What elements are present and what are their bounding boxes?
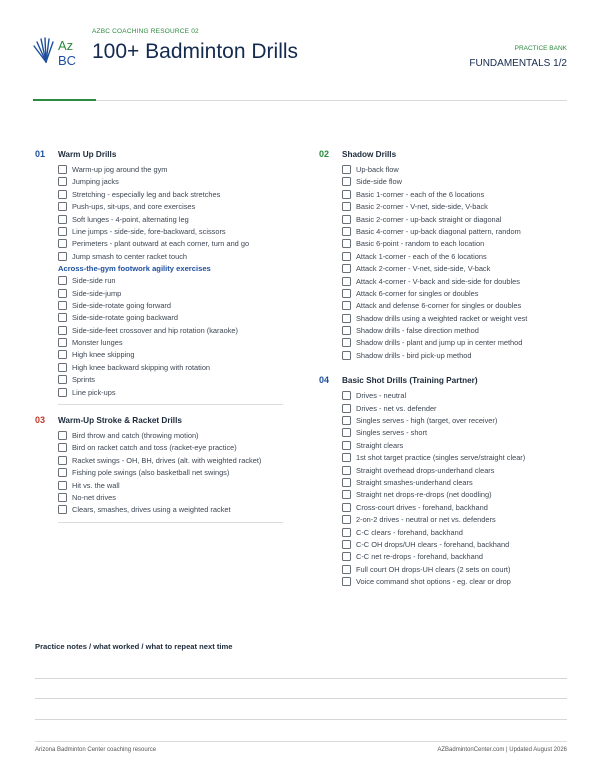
checkbox[interactable] [58, 165, 67, 174]
checkbox[interactable] [58, 252, 67, 261]
checklist-item [319, 326, 569, 338]
checklist-item-label: Jump smash to center racket touch [72, 251, 188, 261]
checklist-item [35, 375, 283, 387]
checklist-item [319, 165, 569, 177]
right-column [319, 147, 569, 596]
checkbox[interactable] [342, 453, 351, 462]
checklist-item [35, 202, 283, 214]
checklist-item [319, 528, 569, 540]
checklist-item [35, 493, 283, 505]
section-shot [319, 373, 569, 589]
checkbox[interactable] [342, 215, 351, 224]
checklist-item-label: Push-ups, sit-ups, and core exercises [72, 202, 196, 212]
checkbox[interactable] [342, 301, 351, 310]
checklist-item [35, 276, 283, 288]
checklist-item [319, 416, 569, 428]
checkbox[interactable] [342, 528, 351, 537]
checkbox[interactable] [342, 227, 351, 236]
checklist-item-label: High knee skipping [72, 350, 135, 360]
checklist-item-label: Full court OH drops-UH clears (2 sets on court) [356, 564, 511, 574]
checklist-item [319, 404, 569, 416]
checkbox[interactable] [58, 239, 67, 248]
checklist-item-label: Attack 4-corner - V-back and side-side for doubles [356, 276, 520, 286]
checklist-item-label: Shadow drills - bird pick-up method [356, 350, 472, 360]
checklist-item-label: Hit vs. the wall [72, 480, 120, 490]
checkbox[interactable] [58, 468, 67, 477]
checklist-item [319, 565, 569, 577]
notes-line[interactable] [35, 719, 567, 720]
checklist-item-label: Racket swings - OH, BH, drives (alt. with weighted racket) [72, 455, 262, 465]
checklist-item-label: Side-side-rotate going forward [72, 300, 172, 310]
checkbox[interactable] [58, 443, 67, 452]
section-title: Shadow Drills [342, 149, 397, 159]
checklist-item-label: Drives - neutral [356, 391, 407, 401]
checkbox[interactable] [58, 227, 67, 236]
section-shadow [319, 147, 569, 363]
practice-bank-label: PRACTICE BANK [514, 45, 567, 52]
checklist-item-label: Singles serves - high (target, over receiver) [356, 416, 498, 426]
checkbox[interactable] [342, 277, 351, 286]
checkbox[interactable] [58, 313, 67, 322]
section-title: Warm Up Drills [58, 149, 117, 159]
checklist-item [319, 277, 569, 289]
checklist-item [35, 313, 283, 325]
checklist-item [319, 540, 569, 552]
checklist-item-label: Line pick-ups [72, 387, 116, 397]
left-column [35, 147, 283, 531]
checklist-item-label: Sprints [72, 375, 96, 385]
checklist-item-label: Basic 2-corner - V-net, side-side, V-back [356, 202, 488, 212]
checklist-item [319, 466, 569, 478]
footer-right: AZBadmintonCenter.com | Updated August 2026 [437, 747, 567, 753]
checklist-item [319, 314, 569, 326]
svg-text:BC: BC [58, 53, 77, 68]
checkbox[interactable] [342, 478, 351, 487]
checklist-item [35, 190, 283, 202]
checklist-item [35, 239, 283, 251]
checklist-item-label: C-C clears - forehand, backhand [356, 527, 463, 537]
checklist-item-label: Side-side run [72, 276, 116, 286]
checklist-item-label: Shadow drills - plant and jump up in center method [356, 338, 523, 348]
section-stroke [35, 413, 283, 523]
checkbox[interactable] [342, 326, 351, 335]
section-number: 03 [35, 415, 46, 426]
checkbox[interactable] [342, 391, 351, 400]
checkbox[interactable] [58, 289, 67, 298]
checkbox[interactable] [342, 338, 351, 347]
section-warmup [35, 147, 283, 405]
checkbox[interactable] [342, 190, 351, 199]
checkbox[interactable] [342, 565, 351, 574]
checkbox[interactable] [342, 165, 351, 174]
checkbox[interactable] [58, 338, 67, 347]
checklist-item [319, 338, 569, 350]
checkbox[interactable] [58, 505, 67, 514]
notes-line[interactable] [35, 698, 567, 699]
checklist-item [35, 456, 283, 468]
checkbox[interactable] [342, 552, 351, 561]
checklist-item [319, 577, 569, 589]
checkbox[interactable] [342, 289, 351, 298]
checkbox[interactable] [342, 577, 351, 586]
checkbox[interactable] [58, 215, 67, 224]
checkbox[interactable] [58, 493, 67, 502]
checklist-item-label: Straight overhead drops-underhand clears [356, 465, 495, 475]
checklist-item-label: 2-on-2 drives - neutral or net vs. defenders [356, 515, 496, 525]
checklist-item-label: Bird throw and catch (throwing motion) [72, 431, 199, 441]
checklist-item [319, 202, 569, 214]
checkbox[interactable] [342, 428, 351, 437]
footer-left: Arizona Badminton Center coaching resource [35, 747, 157, 753]
checklist-item-label: Attack 1-corner - each of the 6 locations [356, 251, 487, 261]
checklist-item [35, 338, 283, 350]
resource-kicker: AZBC COACHING RESOURCE 02 [92, 28, 199, 35]
checkbox[interactable] [342, 252, 351, 261]
checklist-item-label: Monster lunges [72, 338, 123, 348]
checklist-item [35, 177, 283, 189]
checklist-item-label: Jumping jacks [72, 177, 119, 187]
checklist-item-label: Attack and defense 6-corner for singles or doubles [356, 301, 522, 311]
checklist-item-label: High knee backward skipping with rotation [72, 362, 211, 372]
checklist-item-label: Singles serves - short [356, 428, 428, 438]
checklist-item [35, 481, 283, 493]
checklist-item [35, 363, 283, 375]
checkbox[interactable] [342, 239, 351, 248]
checklist-item-label: Basic 6-point - random to each location [356, 239, 485, 249]
section-divider [58, 404, 283, 405]
checklist-item-label: Fishing pole swings (also basketball net swings) [72, 468, 230, 478]
section-number: 04 [319, 375, 330, 386]
checklist-item-label: Straight net drops-re-drops (net doodling) [356, 490, 492, 500]
checklist-item [319, 441, 569, 453]
checklist-item [35, 468, 283, 480]
checklist-item [35, 165, 283, 177]
checkbox[interactable] [58, 276, 67, 285]
checklist-item [319, 289, 569, 301]
checkbox[interactable] [342, 177, 351, 186]
checklist-item [319, 215, 569, 227]
checkbox[interactable] [58, 456, 67, 465]
checklist-item-label: Basic 1-corner - each of the 6 locations [356, 189, 485, 199]
checklist-item [319, 552, 569, 564]
checklist-item-label: Side-side-rotate going backward [72, 313, 178, 323]
svg-text:Az: Az [58, 38, 74, 53]
checklist-item-label: Attack 2-corner - V-net, side-side, V-back [356, 264, 491, 274]
header-accent-bar [33, 99, 96, 101]
checklist-item [319, 264, 569, 276]
checklist-item-label: Bird on racket catch and toss (racket-eye practice) [72, 443, 237, 453]
checklist-item [35, 505, 283, 517]
notes-heading: Practice notes / what worked / what to repeat next time [35, 642, 233, 651]
checklist-item-label: Warm-up jog around the gym [72, 165, 168, 174]
section-number: 01 [35, 149, 46, 159]
checkbox[interactable] [58, 481, 67, 490]
checkbox[interactable] [58, 388, 67, 397]
checklist-item-label: Side-side-jump [72, 288, 122, 298]
checklist-item [319, 252, 569, 264]
checkbox[interactable] [342, 503, 351, 512]
checkbox[interactable] [58, 431, 67, 440]
checklist-item-label: Soft lunges - 4-point, alternating leg [72, 214, 189, 224]
checklist-item-label: Basic 2-corner - up-back straight or diagonal [356, 214, 502, 224]
checklist-item-label: Basic 4-corner - up-back diagonal pattern, random [356, 226, 521, 236]
checklist-item-label: Shadow drills using a weighted racket or weight vest [356, 313, 528, 323]
checkbox[interactable] [58, 202, 67, 211]
checkbox[interactable] [58, 350, 67, 359]
checklist-item [319, 515, 569, 527]
checklist-item-label: C-C net re-drops - forehand, backhand [356, 552, 483, 562]
checklist-item [319, 351, 569, 363]
checkbox[interactable] [58, 190, 67, 199]
checklist-item [319, 227, 569, 239]
checklist-item [319, 177, 569, 189]
checklist-item-label: Straight smashes-underhand clears [356, 477, 473, 487]
footer-divider [35, 741, 567, 742]
checkbox[interactable] [342, 441, 351, 450]
checkbox[interactable] [58, 326, 67, 335]
checklist-item [319, 453, 569, 465]
checkbox[interactable] [342, 351, 351, 360]
checklist-item [35, 252, 283, 264]
checkbox[interactable] [342, 202, 351, 211]
checklist-item-label: Cross-court drives - forehand, backhand [356, 502, 488, 512]
azbc-logo [30, 32, 82, 70]
checklist-item [35, 388, 283, 400]
checkbox[interactable] [342, 416, 351, 425]
checklist-item-label: Line jumps - side-side, fore-backward, scissors [72, 226, 226, 236]
header-divider [33, 100, 567, 101]
checkbox[interactable] [342, 466, 351, 475]
checkbox[interactable] [58, 301, 67, 310]
section-title: Basic Shot Drills (Training Partner) [342, 375, 478, 385]
checkbox[interactable] [342, 540, 351, 549]
checklist-item-label: 1st shot target practice (singles serve/straight clear) [356, 453, 526, 463]
checklist-item [35, 443, 283, 455]
checklist-item [319, 503, 569, 515]
checklist-item-label: Clears, smashes, drives using a weighted racket [72, 505, 231, 515]
checklist-item [319, 301, 569, 313]
section-title: Warm-Up Stroke & Racket Drills [58, 415, 182, 425]
checklist-item [319, 490, 569, 502]
checklist-item-label: Drives - net vs. defender [356, 403, 437, 413]
checklist-item [35, 301, 283, 313]
checklist-item [35, 289, 283, 301]
checklist-item-label: C-C OH drops/UH clears - forehand, backhand [356, 539, 510, 549]
checklist-item-label: No-net drives [72, 492, 116, 502]
checkbox[interactable] [342, 515, 351, 524]
checklist-item [35, 431, 283, 443]
checkbox[interactable] [58, 363, 67, 372]
subsection-title: Across-the-gym footwork agility exercises [58, 264, 211, 274]
checklist-item-label: Stretching - especially leg and back stretches [72, 189, 221, 199]
checklist-item-label: Shadow drills - false direction method [356, 326, 479, 336]
fundamentals-label: FUNDAMENTALS 1/2 [469, 58, 567, 69]
checkbox[interactable] [58, 177, 67, 186]
checklist-item-label: Attack 6-corner for singles or doubles [356, 288, 479, 298]
checklist-item [319, 190, 569, 202]
checklist-item-label: Side-side-feet crossover and hip rotation (karaoke) [72, 325, 238, 335]
section-number: 02 [319, 149, 330, 159]
checklist-item [35, 326, 283, 338]
checklist-item [319, 391, 569, 403]
checklist-item [35, 227, 283, 239]
checklist-item [35, 350, 283, 362]
checkbox[interactable] [342, 264, 351, 273]
checklist-item [319, 428, 569, 440]
checklist-item-label: Perimeters - plant outward at each corner, turn and go [72, 239, 250, 249]
checkbox[interactable] [342, 490, 351, 499]
checkbox[interactable] [342, 314, 351, 323]
checkbox[interactable] [58, 375, 67, 384]
checklist-item [319, 239, 569, 251]
checklist-item-label: Voice command shot options - eg. clear or drop [356, 577, 511, 587]
checkbox[interactable] [342, 404, 351, 413]
checklist-item-label: Straight clears [356, 440, 404, 450]
page-title: 100+ Badminton Drills [92, 40, 299, 63]
section-divider [58, 522, 283, 523]
checklist-item-label: Side-side flow [356, 177, 403, 187]
checklist-item-label: Up-back flow [356, 165, 399, 174]
checklist-item [35, 215, 283, 227]
notes-line[interactable] [35, 678, 567, 679]
checklist-item [319, 478, 569, 490]
